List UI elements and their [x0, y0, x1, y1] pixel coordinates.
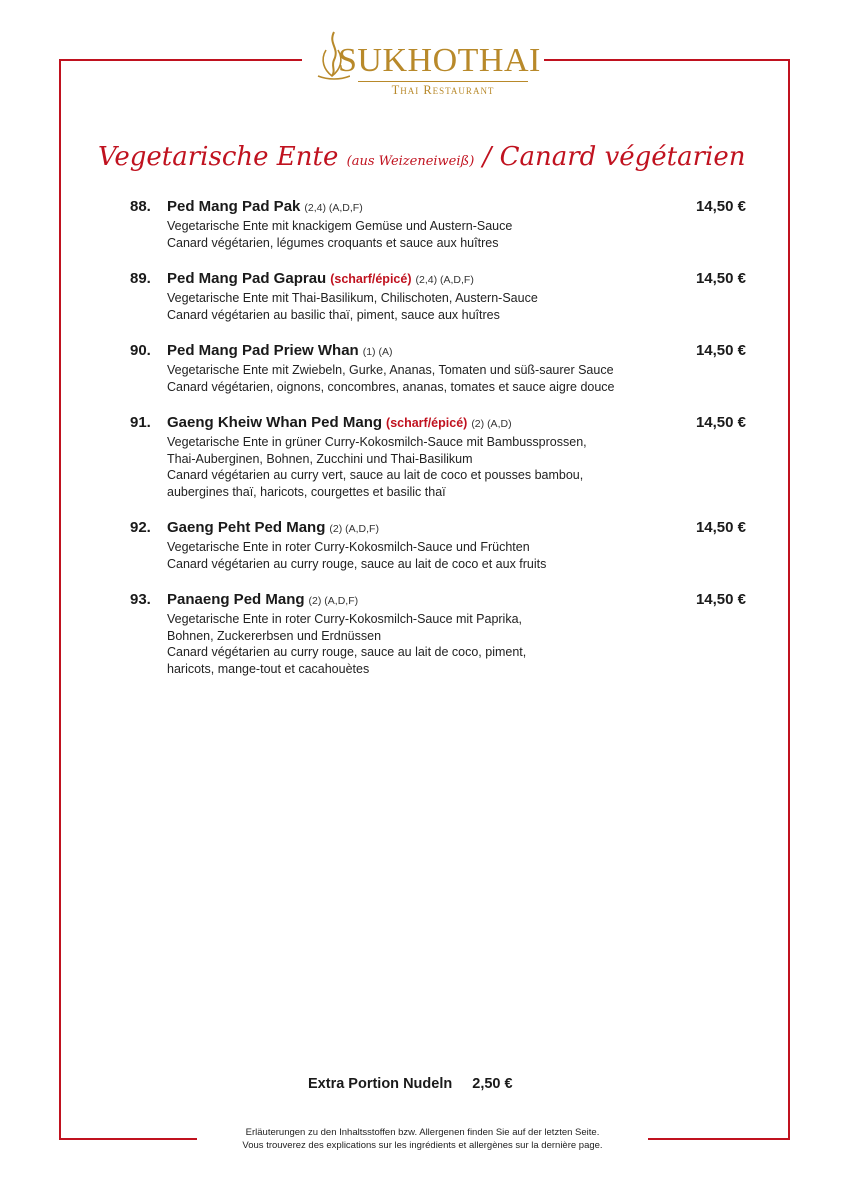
menu-item-number: 90.	[130, 342, 151, 359]
extra-portion-label: Extra Portion Nudeln	[308, 1076, 453, 1092]
menu-item-description-line: Vegetarische Ente in grüner Curry-Kokosmilch-Sauce mit Bambussprossen,	[167, 435, 587, 449]
menu-item-number: 91.	[130, 414, 151, 431]
menu-item-description-line: Canard végétarien au curry vert, sauce au lait de coco et pousses bambou,	[167, 468, 584, 482]
menu-item-price: 14,50 €	[695, 519, 746, 536]
menu-item	[130, 414, 750, 500]
menu-item-spicy-label: (scharf/épicé)	[330, 272, 412, 286]
frame-bottom-right-line	[648, 1138, 790, 1140]
menu-item-description-line: Vegetarische Ente mit Thai-Basilikum, Chilischoten, Austern-Sauce	[167, 291, 538, 305]
frame-bottom-left-line	[59, 1138, 197, 1140]
menu-item-number: 93.	[130, 591, 151, 608]
menu-item-name-line	[167, 270, 474, 287]
menu-item-name-line	[167, 591, 358, 608]
menu-item	[130, 591, 750, 677]
menu-item-header	[130, 198, 750, 218]
menu-item	[130, 270, 750, 323]
frame-left-line	[59, 59, 61, 1140]
footnote-line-fr: Vous trouverez des explications sur les ingrédients et allergènes sur la dernière page.	[242, 1140, 603, 1151]
menu-item-allergen-codes: (2) (A,D)	[471, 418, 512, 430]
menu-item-allergen-codes: (1) (A)	[362, 346, 393, 358]
menu-item-description-line: Canard végétarien, oignons, concombres, ananas, tomates et sauce aigre douce	[167, 379, 615, 394]
menu-item-allergen-codes: (2,4) (A,D,F)	[415, 274, 474, 286]
menu-item-header	[130, 591, 750, 611]
menu-item-header	[130, 519, 750, 539]
menu-item-name: Ped Mang Pad Pak	[167, 198, 301, 215]
menu-item-description-line: Bohnen, Zuckererbsen und Erdnüssen	[167, 628, 382, 643]
menu-item-description-line: Canard végétarien au curry rouge, sauce au lait de coco, piment,	[167, 645, 527, 659]
menu-item-price: 14,50 €	[695, 342, 746, 359]
menu-item-number: 88.	[130, 198, 151, 215]
menu-item-name-line	[167, 342, 392, 359]
menu-item-allergen-codes: (2) (A,D,F)	[329, 523, 379, 535]
menu-item-price: 14,50 €	[695, 270, 746, 287]
logo-divider	[358, 81, 528, 82]
menu-item-description-line: Canard végétarien au basilic thaï, piment, sauce aux huîtres	[167, 307, 500, 322]
frame-top-left-line	[59, 59, 302, 61]
section-title-fr: / Canard végétarien	[482, 142, 746, 172]
menu-item-name-line	[167, 414, 512, 431]
menu-item	[130, 519, 750, 572]
extra-portion-price: 2,50 €	[472, 1076, 513, 1092]
menu-item-header	[130, 414, 750, 434]
menu-list	[130, 198, 750, 677]
menu-item-name: Panaeng Ped Mang	[167, 591, 305, 608]
menu-item	[130, 342, 750, 395]
menu-item-header	[130, 342, 750, 362]
menu-item-description-line: haricots, mange-tout et cacahouètes	[167, 661, 370, 676]
menu-item-price: 14,50 €	[695, 198, 746, 215]
menu-item-name: Ped Mang Pad Priew Whan	[167, 342, 359, 359]
menu-item-name: Gaeng Peht Ped Mang	[167, 519, 326, 536]
menu-item-description-line: aubergines thaï, haricots, courgettes et basilic thaï	[167, 484, 446, 499]
menu-item-name-line	[167, 519, 379, 536]
menu-item-allergen-codes: (2,4) (A,D,F)	[304, 202, 363, 214]
menu-item-description-line: Canard végétarien, légumes croquants et sauce aux huîtres	[167, 235, 499, 250]
logo-title: SUKHOTHAI	[338, 42, 541, 79]
menu-item-description-line: Vegetarische Ente mit Zwiebeln, Gurke, Ananas, Tomaten und süß-saurer Sauce	[167, 363, 614, 377]
extra-portion	[308, 1076, 513, 1092]
footnote-line-de: Erläuterungen zu den Inhaltsstoffen bzw. Allergenen finden Sie auf der letzten Seite.	[245, 1127, 600, 1138]
frame-top-right-line	[544, 59, 790, 61]
menu-item-description-line: Vegetarische Ente in roter Curry-Kokosmilch-Sauce und Früchten	[167, 540, 530, 554]
section-title	[98, 142, 746, 172]
frame-right-line	[788, 59, 790, 1140]
menu-item-description-line: Vegetarische Ente in roter Curry-Kokosmilch-Sauce mit Paprika,	[167, 612, 523, 626]
menu-item-number: 92.	[130, 519, 151, 536]
menu-item-spicy-label: (scharf/épicé)	[386, 416, 468, 430]
allergen-footnote	[197, 1126, 648, 1152]
section-title-main: Vegetarische Ente	[98, 142, 339, 172]
menu-item-number: 89.	[130, 270, 151, 287]
menu-item-header	[130, 270, 750, 290]
menu-item-name: Ped Mang Pad Gaprau	[167, 270, 327, 287]
menu-item-name-line	[167, 198, 363, 215]
menu-item-price: 14,50 €	[695, 414, 746, 431]
menu-item-description-line: Vegetarische Ente mit knackigem Gemüse und Austern-Sauce	[167, 219, 513, 233]
menu-item-description-line: Canard végétarien au curry rouge, sauce au lait de coco et aux fruits	[167, 556, 547, 571]
logo-subtitle: Thai Restaurant	[391, 83, 495, 97]
section-title-note: (aus Weizeneiweiß)	[346, 154, 475, 169]
menu-item	[130, 198, 750, 251]
restaurant-logo	[310, 28, 541, 98]
menu-item-allergen-codes: (2) (A,D,F)	[308, 595, 359, 607]
menu-item-price: 14,50 €	[695, 591, 746, 608]
menu-item-name: Gaeng Kheiw Whan Ped Mang	[167, 414, 383, 431]
menu-item-description-line: Thai-Auberginen, Bohnen, Zucchini und Thai-Basilikum	[167, 451, 473, 466]
